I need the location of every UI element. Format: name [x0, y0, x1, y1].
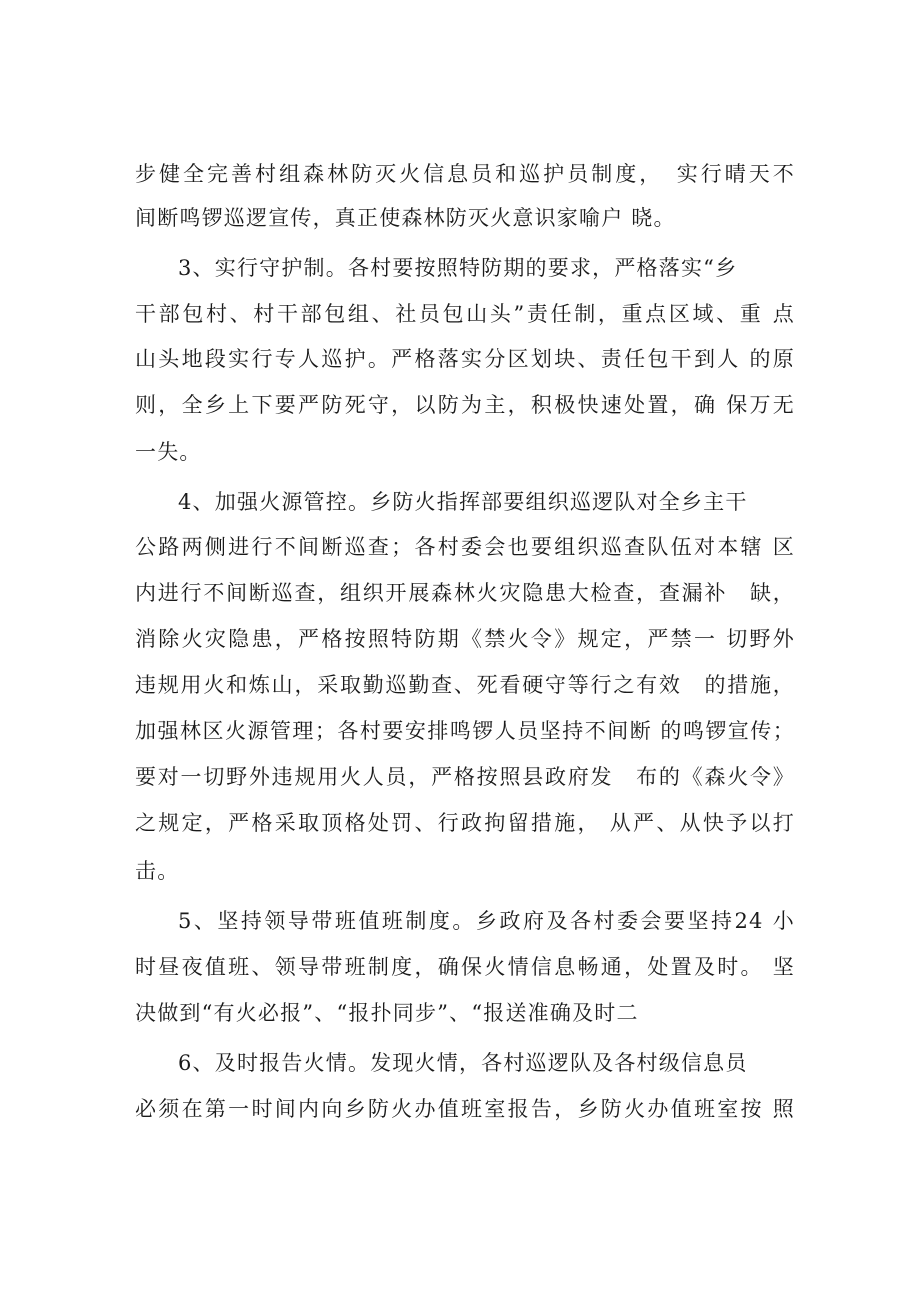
text-line-1: 步健全完善村组森林防灭火信息员和巡护员制度， 实行晴天不 — [135, 162, 795, 186]
text-line-11: 消除火灾隐患，严格按照特防期《禁火令》规定，严禁一 切野外 — [135, 627, 795, 651]
text-line-15: 之规定，严格采取顶格处罚、行政拘留措施， 从严、从快予以打 — [135, 811, 795, 835]
text-line-16: 击。 — [135, 859, 180, 883]
text-line-19: 决做到“有火必报”、“报扑同步”、“报送准确及时二 — [135, 1001, 639, 1025]
text-line-7: 一失。 — [135, 440, 202, 464]
text-line-14: 要对一切野外违规用火人员，严格按照县政府发 布的《森火令》 — [135, 765, 795, 789]
text-line-4: 干部包村、村干部包组、社员包山头”责任制，重点区域、重 点 — [135, 302, 795, 326]
text-line-2: 间断鸣锣巡逻宣传，真正使森林防灭火意识家喻户 晓。 — [135, 206, 676, 230]
text-line-6: 则，全乡上下要严防死守，以防为主，积极快速处置，确 保万无 — [135, 393, 795, 417]
text-line-8: 4、加强火源管控。乡防火指挥部要组织巡逻队对全乡主干 — [178, 490, 748, 514]
text-line-21: 必须在第一时间内向乡防火办值班室报告，乡防火办值班室按 照 — [135, 1097, 795, 1121]
text-line-3: 3、实行守护制。各村要按照特防期的要求，严格落实“乡 — [178, 256, 738, 280]
text-line-5: 山头地段实行专人巡护。严格落实分区划块、责任包干到人 的原 — [135, 347, 795, 371]
text-line-18: 时昼夜值班、领导带班制度，确保火情信息畅通，处置及时。 坚 — [135, 955, 795, 979]
text-line-9: 公路两侧进行不间断巡查；各村委会也要组织巡查队伍对本辖 区 — [135, 535, 795, 559]
text-line-17: 5、坚持领导带班值班制度。乡政府及各村委会要坚持24 小 — [178, 909, 795, 933]
text-line-12: 违规用火和炼山，采取勤巡勤查、死看硬守等行之有效 的措施， — [135, 673, 795, 697]
text-line-20: 6、及时报告火情。发现火情，各村巡逻队及各村级信息员 — [178, 1051, 748, 1075]
text-line-13: 加强林区火源管理；各村要安排鸣锣人员坚持不间断 的鸣锣宣传； — [135, 719, 795, 743]
text-line-10: 内进行不间断巡查，组织开展森林火灾隐患大检查，查漏补 缺， — [135, 581, 795, 605]
